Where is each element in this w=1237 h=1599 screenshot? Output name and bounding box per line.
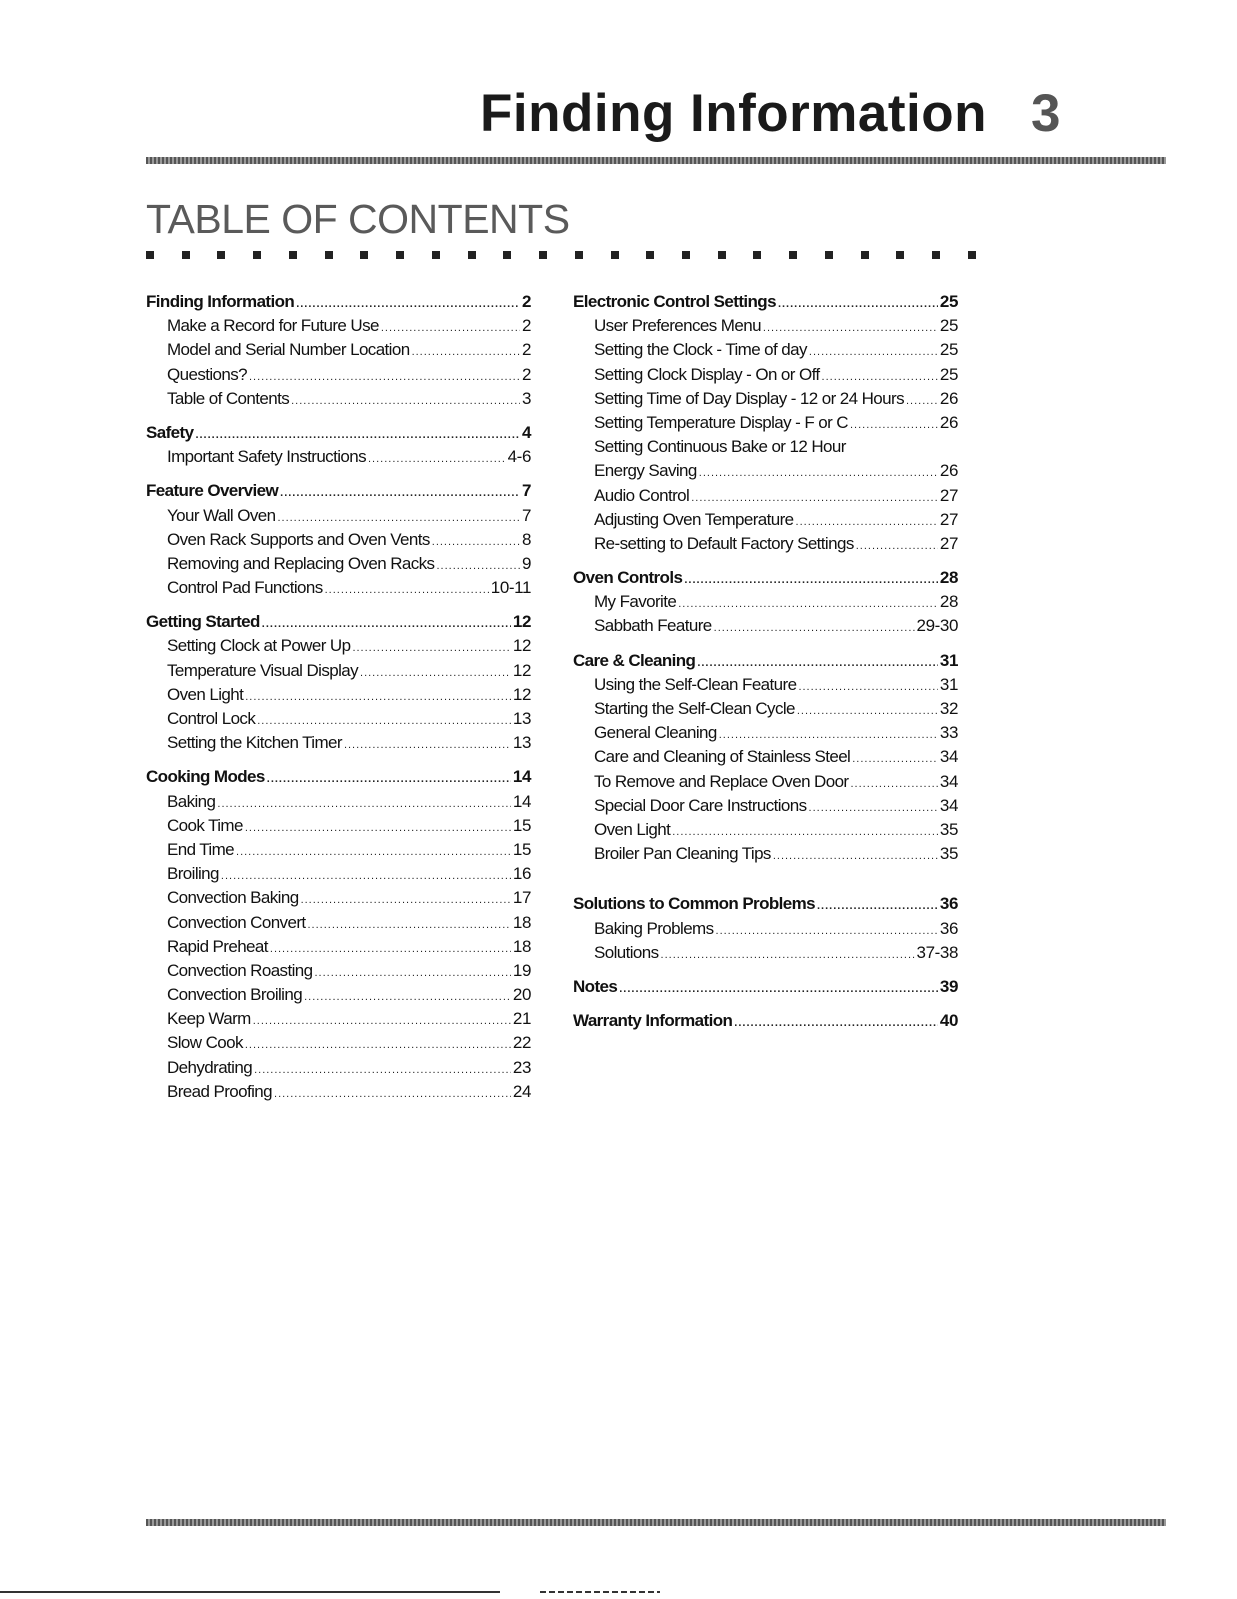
toc-entry-page: 25 — [939, 340, 958, 360]
toc-entry-page: 33 — [939, 723, 958, 743]
toc-entry[interactable] — [573, 842, 958, 866]
toc-entry[interactable] — [146, 731, 531, 755]
toc-entry[interactable] — [146, 504, 531, 528]
dot-leader — [699, 461, 938, 485]
toc-section-heading-title: Warranty Information — [573, 1011, 733, 1031]
toc-entry-page: 27 — [939, 509, 958, 529]
toc-entry-page: 26 — [939, 388, 958, 408]
dot-leader — [360, 661, 511, 685]
toc-entry[interactable] — [146, 862, 531, 886]
toc-entry[interactable] — [146, 707, 531, 731]
toc-entry[interactable] — [573, 941, 958, 965]
dot-leader — [817, 894, 938, 918]
toc-section-heading-page: 28 — [939, 568, 958, 588]
toc-entry-title: User Preferences Menu — [594, 316, 761, 336]
dot-leader — [253, 1009, 511, 1033]
dot-leader — [719, 723, 938, 747]
toc-entry-title: Care and Cleaning of Stainless Steel — [594, 747, 851, 767]
toc-entry-page: 19 — [512, 960, 531, 980]
dot-leader — [368, 447, 506, 471]
toc-entry-page: 18 — [512, 936, 531, 956]
toc-section-heading-title: Getting Started — [146, 612, 260, 632]
toc-entry-title: Your Wall Oven — [167, 505, 276, 525]
toc-entry[interactable] — [146, 959, 531, 983]
toc-entry-page: 28 — [939, 592, 958, 612]
toc-entry[interactable] — [146, 814, 531, 838]
toc-entry-page: 18 — [512, 912, 531, 932]
toc-entry-title: Setting Temperature Display - F or C — [594, 412, 848, 432]
toc-entry-page: 13 — [512, 709, 531, 728]
dot-leader — [672, 820, 938, 844]
decorative-square-row — [146, 251, 976, 261]
toc-entry-page: 2 — [521, 364, 531, 384]
toc-section-heading[interactable] — [573, 649, 958, 673]
toc-entry[interactable] — [146, 1056, 531, 1080]
toc-section-heading[interactable] — [146, 765, 531, 789]
toc-entry-title: Table of Contents — [167, 388, 290, 408]
dot-leader — [691, 486, 938, 510]
toc-entry-title: Setting Clock at Power Up — [167, 636, 351, 656]
toc-section-heading-page: 40 — [939, 1011, 958, 1031]
footer-rule — [146, 1519, 1166, 1526]
toc-entry-title: Special Door Care Instructions — [594, 795, 807, 815]
toc-entry-title: Rapid Preheat — [167, 936, 268, 956]
page-number: 3 — [1031, 83, 1061, 143]
toc-entry[interactable] — [146, 935, 531, 959]
toc-section-heading[interactable] — [146, 421, 531, 445]
dot-leader — [274, 1082, 511, 1106]
toc-entry[interactable] — [146, 338, 531, 362]
toc-entry-title: Re-setting to Default Factory Settings — [594, 533, 854, 553]
dot-leader — [325, 578, 489, 602]
toc-entry[interactable] — [146, 314, 531, 338]
toc-section-heading-page: 14 — [512, 767, 531, 787]
toc-entry-title: Important Safety Instructions — [167, 447, 366, 467]
toc-entry-title: Control Pad Functions — [167, 578, 323, 598]
toc-entry-page: 32 — [939, 699, 958, 718]
dot-leader — [798, 675, 937, 699]
toc-entry[interactable] — [573, 697, 958, 721]
toc-section-heading[interactable] — [146, 290, 531, 314]
toc-section-heading[interactable] — [573, 975, 958, 999]
toc-section — [573, 290, 958, 556]
dot-leader — [291, 389, 520, 413]
toc-section — [573, 566, 958, 639]
toc-section-heading-title: Care & Cleaning — [573, 650, 696, 670]
toc-section-heading-page: 39 — [939, 976, 958, 996]
toc-entry[interactable] — [573, 338, 958, 362]
toc-entry[interactable] — [573, 745, 958, 769]
toc-entry-title: Model and Serial Number Location — [167, 340, 410, 360]
dot-leader — [296, 292, 520, 316]
toc-section-heading[interactable] — [146, 610, 531, 634]
toc-section-heading-page: 25 — [939, 292, 958, 311]
dot-leader — [304, 985, 511, 1009]
toc-entry[interactable] — [573, 435, 958, 459]
toc-entry-page: 22 — [512, 1033, 531, 1053]
dot-leader — [236, 840, 511, 864]
toc-entry-page: 35 — [939, 844, 958, 864]
dot-leader — [678, 592, 938, 616]
toc-entry-page: 9 — [521, 553, 531, 573]
toc-entry-title: Broiling — [167, 864, 219, 884]
toc-section-heading-page: 2 — [521, 292, 531, 311]
toc-entry-title: Oven Rack Supports and Oven Vents — [167, 529, 430, 549]
toc-section-heading-title: Oven Controls — [573, 568, 683, 588]
toc-entry-page: 2 — [521, 316, 531, 336]
toc-entry[interactable] — [573, 770, 958, 794]
toc-entry-page: 16 — [512, 864, 531, 884]
toc-entry[interactable] — [573, 794, 958, 818]
toc-entry-page: 24 — [512, 1081, 531, 1101]
toc-entry-page: 7 — [521, 505, 531, 525]
toc-entry-title: Convection Convert — [167, 912, 306, 932]
toc-entry-title: Cook Time — [167, 815, 243, 835]
toc-entry[interactable] — [573, 917, 958, 941]
toc-entry[interactable] — [146, 659, 531, 683]
toc-entry-title: Temperature Visual Display — [167, 660, 359, 680]
toc-entry-title: Setting the Kitchen Timer — [167, 733, 342, 753]
toc-entry-title: Setting Continuous Bake or 12 Hour — [594, 437, 846, 457]
dot-leader — [714, 616, 915, 640]
dot-leader — [797, 699, 938, 723]
toc-section — [573, 892, 958, 965]
toc-entry-page: 2 — [521, 340, 531, 360]
toc-entry[interactable] — [146, 1031, 531, 1055]
dot-leader — [344, 733, 511, 757]
toc-entry-page: 34 — [939, 795, 958, 815]
toc-left-column — [146, 290, 531, 1114]
toc-section-heading-title: Safety — [146, 422, 194, 442]
toc-entry-title: To Remove and Replace Oven Door — [594, 771, 849, 791]
toc-entry-page: 21 — [512, 1009, 531, 1029]
toc-entry-page: 15 — [512, 815, 531, 835]
toc-section — [573, 975, 958, 999]
toc-entry-title: Slow Cook — [167, 1033, 243, 1053]
dot-leader — [301, 888, 511, 912]
dot-leader — [734, 1011, 938, 1035]
toc-entry-continuation-page: 26 — [939, 461, 958, 481]
toc-entry-page: 3 — [521, 388, 531, 408]
dot-leader — [221, 864, 511, 888]
toc-entry-title: Setting Clock Display - On or Off — [594, 364, 820, 384]
toc-entry-continuation[interactable] — [573, 459, 958, 483]
toc-section-heading[interactable] — [573, 290, 958, 314]
toc-entry-page: 34 — [939, 747, 958, 767]
toc-entry[interactable] — [146, 838, 531, 862]
toc-entry-continuation-title: Energy Saving — [594, 461, 697, 481]
toc-section-heading-page: 7 — [521, 481, 531, 501]
toc-entry-title: Audio Control — [594, 485, 690, 505]
toc-entry[interactable] — [146, 387, 531, 411]
toc-entry-title: Removing and Replacing Oven Racks — [167, 553, 435, 573]
toc-section-heading[interactable] — [573, 566, 958, 590]
toc-entry[interactable] — [146, 576, 531, 600]
toc-entry-page: 27 — [939, 533, 958, 553]
toc-entry[interactable] — [146, 528, 531, 552]
dot-leader — [254, 1058, 511, 1082]
dot-leader — [906, 389, 938, 413]
toc-entry-page: 12 — [512, 684, 531, 704]
toc-entry-title: General Cleaning — [594, 723, 717, 743]
toc-entry-page: 4-6 — [507, 447, 531, 467]
dot-leader — [412, 340, 520, 364]
page-header — [480, 78, 1061, 148]
toc-entry[interactable] — [146, 790, 531, 814]
toc-entry-title: Baking — [167, 791, 216, 811]
toc-entry-page: 36 — [939, 918, 958, 938]
toc-entry-page: 25 — [939, 364, 958, 384]
dot-leader — [809, 340, 938, 364]
toc-entry-page: 12 — [512, 636, 531, 656]
toc-section-heading[interactable] — [146, 479, 531, 503]
toc-entry-page: 8 — [521, 529, 531, 549]
toc-entry[interactable] — [573, 590, 958, 614]
dot-leader — [245, 1033, 511, 1057]
toc-entry-page: 34 — [939, 771, 958, 791]
toc-entry[interactable] — [573, 411, 958, 435]
toc-section — [146, 421, 531, 469]
toc-entry[interactable] — [573, 484, 958, 508]
dot-leader — [432, 530, 520, 554]
toc-entry-title: Baking Problems — [594, 918, 714, 938]
toc-entry-page: 25 — [939, 316, 958, 336]
toc-entry[interactable] — [573, 532, 958, 556]
toc-entry[interactable] — [146, 683, 531, 707]
toc-entry-page: 35 — [939, 819, 958, 839]
dot-leader — [352, 636, 510, 660]
dot-leader — [796, 510, 938, 534]
toc-entry[interactable] — [146, 634, 531, 658]
toc-section — [146, 765, 531, 1104]
toc-entry[interactable] — [146, 552, 531, 576]
toc-entry-title: Oven Light — [594, 819, 671, 839]
toc-entry[interactable] — [146, 1080, 531, 1104]
toc-entry-title: Starting the Self-Clean Cycle — [594, 699, 795, 718]
dot-leader — [809, 796, 938, 820]
dot-leader — [716, 919, 938, 943]
toc-entry-title: Setting Time of Day Display - 12 or 24 Hours — [594, 388, 904, 408]
dot-leader — [856, 534, 938, 558]
toc-section — [573, 1009, 958, 1033]
toc-entry[interactable] — [146, 911, 531, 935]
toc-entry-title: Make a Record for Future Use — [167, 316, 379, 336]
toc-section-heading-title: Feature Overview — [146, 481, 279, 501]
toc-entry-page: 23 — [512, 1057, 531, 1077]
dot-leader — [851, 772, 938, 796]
toc-entry[interactable] — [573, 614, 958, 638]
toc-entry[interactable] — [146, 886, 531, 910]
toc-entry-title: Questions? — [167, 364, 247, 384]
dot-leader — [619, 977, 938, 1001]
dot-leader — [262, 612, 511, 636]
toc-entry-title: Sabbath Feature — [594, 616, 712, 636]
dot-leader — [773, 844, 938, 868]
toc-entry[interactable] — [573, 508, 958, 532]
toc-entry-page: 15 — [512, 839, 531, 859]
toc-entry-title: Bread Proofing — [167, 1081, 273, 1101]
toc-section-heading-title: Cooking Modes — [146, 767, 265, 787]
toc-section — [573, 649, 958, 867]
dot-leader — [270, 937, 511, 961]
toc-entry-page: 10-11 — [490, 578, 531, 598]
toc-section-heading[interactable] — [573, 1009, 958, 1033]
header-rule — [146, 157, 1166, 164]
dot-leader — [277, 506, 519, 530]
dot-leader — [195, 423, 520, 447]
toc-right-column — [573, 290, 958, 1043]
dot-leader — [267, 767, 511, 791]
toc-entry-title: My Favorite — [594, 592, 677, 612]
toc-entry-page: 27 — [939, 485, 958, 505]
toc-entry[interactable] — [573, 721, 958, 745]
dot-leader — [314, 961, 510, 985]
toc-section-heading-page: 12 — [512, 612, 531, 632]
toc-entry[interactable] — [573, 314, 958, 338]
toc-section-heading-title: Electronic Control Settings — [573, 292, 776, 311]
toc-entry-title: Convection Baking — [167, 888, 299, 908]
toc-entry-page: 20 — [512, 985, 531, 1005]
dot-leader — [217, 792, 511, 816]
dot-leader — [822, 365, 938, 389]
toc-entry-page: 37-38 — [916, 942, 958, 962]
toc-entry-title: Broiler Pan Cleaning Tips — [594, 844, 771, 864]
toc-entry[interactable] — [573, 818, 958, 842]
scan-edge-line — [0, 1591, 500, 1593]
toc-section — [146, 610, 531, 755]
toc-entry-title: Using the Self-Clean Feature — [594, 674, 797, 694]
toc-entry-title: End Time — [167, 839, 235, 859]
toc-entry-page: 29-30 — [916, 616, 958, 636]
toc-section-heading-title: Notes — [573, 976, 618, 996]
toc-section-heading-page: 4 — [521, 422, 531, 442]
dot-leader — [280, 481, 520, 505]
toc-entry-title: Solutions — [594, 942, 659, 962]
toc-entry-title: Setting the Clock - Time of day — [594, 340, 807, 360]
toc-section-heading-title: Solutions to Common Problems — [573, 894, 815, 914]
dot-leader — [381, 316, 520, 340]
toc-entry[interactable] — [146, 983, 531, 1007]
dot-leader — [850, 413, 938, 437]
dot-leader — [697, 651, 938, 675]
toc-section-heading-title: Finding Information — [146, 292, 295, 311]
scan-edge-dashes — [540, 1591, 660, 1593]
toc-heading: TABLE OF CONTENTS — [146, 196, 570, 242]
toc-entry-title: Keep Warm — [167, 1009, 251, 1029]
toc-section-heading-page: 36 — [939, 894, 958, 914]
toc-entry-title: Convection Broiling — [167, 985, 303, 1005]
toc-section-heading[interactable] — [573, 892, 958, 916]
toc-entry[interactable] — [573, 673, 958, 697]
toc-entry-page: 12 — [512, 660, 531, 680]
dot-leader — [763, 316, 938, 340]
toc-entry[interactable] — [146, 445, 531, 469]
toc-entry-title: Adjusting Oven Temperature — [594, 509, 794, 529]
dot-leader — [852, 747, 938, 771]
dot-leader — [684, 568, 938, 592]
toc-entry-page: 14 — [512, 791, 531, 811]
toc-section — [146, 479, 531, 600]
toc-entry[interactable] — [573, 387, 958, 411]
dot-leader — [661, 943, 915, 967]
dot-leader — [436, 554, 519, 578]
toc-entry-title: Control Lock — [167, 709, 256, 728]
toc-entry-title: Oven Light — [167, 684, 244, 704]
toc-entry-page: 31 — [939, 674, 958, 694]
toc-section-heading-page: 31 — [939, 650, 958, 670]
page-title: Finding Information — [480, 83, 988, 143]
toc-section — [146, 290, 531, 411]
dot-leader — [249, 365, 520, 389]
dot-leader — [308, 913, 511, 937]
dot-leader — [257, 709, 511, 733]
toc-entry[interactable] — [146, 363, 531, 387]
dot-leader — [778, 292, 938, 316]
toc-entry[interactable] — [146, 1007, 531, 1031]
toc-entry-title: Dehydrating — [167, 1057, 253, 1077]
toc-entry-page: 17 — [512, 888, 531, 908]
toc-entry[interactable] — [573, 363, 958, 387]
dot-leader — [245, 685, 511, 709]
toc-entry-page: 26 — [939, 412, 958, 432]
toc-entry-page: 13 — [512, 733, 531, 753]
dot-leader — [245, 816, 511, 840]
toc-entry-title: Convection Roasting — [167, 960, 313, 980]
